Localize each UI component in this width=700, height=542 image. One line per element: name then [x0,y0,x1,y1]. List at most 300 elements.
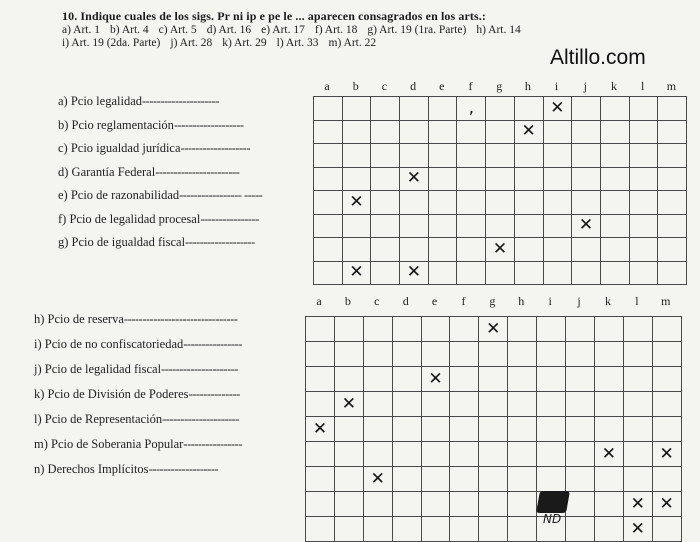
answer-cell[interactable] [306,492,335,517]
answer-cell[interactable] [629,167,658,191]
principle-label [34,387,240,402]
answer-cell[interactable] [392,442,421,467]
principle-text: k) Pcio de División de Poderes [34,387,189,401]
answer-cell[interactable] [658,120,687,144]
answer-cell[interactable] [652,342,681,367]
principle-label [58,188,262,203]
grid-row [306,342,682,367]
grid-row [306,492,682,517]
principle-text: e) Pcio de razonabilidad [58,188,180,202]
answer-cell[interactable] [514,97,543,121]
column-letter: g [489,294,496,308]
options-line-2 [62,37,386,49]
answer-cell[interactable] [514,191,543,215]
answer-cell[interactable] [566,467,595,492]
answer-cell[interactable] [421,317,450,342]
answer-cell[interactable] [363,517,392,542]
answer-cell[interactable] [566,367,595,392]
scribble-text: ND [543,512,562,526]
answer-cell[interactable] [306,517,335,542]
answer-cell[interactable] [572,144,601,168]
answer-cell[interactable] [600,144,629,168]
answer-cell[interactable] [371,167,400,191]
answer-cell[interactable] [306,442,335,467]
principle-label [58,118,244,133]
options-line-1 [62,24,531,36]
answer-cell[interactable] [428,167,457,191]
answer-cell[interactable] [600,214,629,238]
answer-cell[interactable] [623,392,652,417]
answer-cell[interactable]: ✕ [652,492,681,517]
answer-cell[interactable]: ✕ [514,120,543,144]
answer-cell[interactable] [457,214,486,238]
answer-cell[interactable] [421,442,450,467]
answer-cell[interactable] [371,120,400,144]
answer-cell[interactable] [371,261,400,285]
column-letter: h [518,294,525,308]
answer-cell[interactable]: ✕ [543,97,572,121]
answer-cell[interactable]: ✕ [421,367,450,392]
answer-cell[interactable] [658,144,687,168]
answer-cell[interactable] [594,367,623,392]
option-item: d) Art. 16 [206,24,252,36]
answer-cell[interactable] [342,120,371,144]
answer-cell[interactable] [314,191,343,215]
answer-cell[interactable] [629,261,658,285]
answer-cell[interactable] [334,342,363,367]
answer-cell[interactable] [572,120,601,144]
answer-cell[interactable]: ✕ [342,191,371,215]
answer-cell[interactable] [486,261,515,285]
answer-cell[interactable] [543,144,572,168]
answer-cell[interactable] [428,120,457,144]
answer-cell[interactable] [600,191,629,215]
principle-text: d) Garantía Federal [58,164,156,179]
answer-cell[interactable]: ✕ [652,442,681,467]
answer-cell[interactable] [363,342,392,367]
answer-cell[interactable] [363,417,392,442]
column-letter: a [316,294,322,308]
column-letter: m [666,79,677,93]
answer-cell[interactable] [400,97,429,121]
answer-cell[interactable] [594,467,623,492]
answer-cell[interactable] [629,214,658,238]
answer-cell[interactable] [658,214,687,238]
answer-cell[interactable] [537,342,566,367]
answer-cell[interactable] [450,392,479,417]
answer-cell[interactable] [572,238,601,262]
answer-cell[interactable] [629,97,658,121]
grid-row [306,367,682,392]
answer-cell[interactable] [334,492,363,517]
answer-cell[interactable] [342,214,371,238]
answer-cell[interactable] [342,97,371,121]
answer-cell[interactable] [508,442,537,467]
answer-cell[interactable] [428,238,457,262]
answer-cell[interactable] [600,261,629,285]
dash-leader: ------------------- [148,462,219,476]
grid-row [306,317,682,342]
answer-cell[interactable] [572,261,601,285]
answer-cell[interactable] [629,120,658,144]
answer-cell[interactable] [428,97,457,121]
answer-cell[interactable] [371,144,400,168]
answer-cell[interactable] [450,442,479,467]
column-letter: f [468,79,473,93]
answer-cell[interactable] [594,417,623,442]
column-letter: i [548,294,552,308]
option-item: a) Art. 1 [62,24,101,36]
answer-cell[interactable]: ✕ [594,442,623,467]
principle-text: j) Pcio de legalidad fiscal [34,362,162,376]
answer-cell[interactable]: ✕ [400,261,429,285]
answer-cell[interactable] [594,392,623,417]
answer-cell[interactable] [428,191,457,215]
answer-cell[interactable] [314,167,343,191]
answer-cell[interactable] [658,191,687,215]
answer-cell[interactable] [334,517,363,542]
column-letter: d [402,294,409,308]
dash-leader: ---------------- [200,211,259,226]
grid-row [306,392,682,417]
principle-label [58,141,250,156]
answer-cell[interactable] [342,238,371,262]
answer-cell[interactable] [392,342,421,367]
answer-cell[interactable] [479,367,508,392]
column-letter: b [352,79,359,93]
answer-cell[interactable] [421,492,450,517]
answer-cell[interactable] [486,167,515,191]
answer-cell[interactable] [450,492,479,517]
grid-row [314,97,687,121]
answer-cell[interactable] [572,191,601,215]
answer-cell[interactable] [421,392,450,417]
option-item: g) Art. 19 (1ra. Parte) [367,24,467,36]
answer-cell[interactable] [623,342,652,367]
answer-cell[interactable] [594,492,623,517]
answer-cell[interactable] [514,238,543,262]
answer-cell[interactable] [652,317,681,342]
answer-cell[interactable] [658,167,687,191]
answer-cell[interactable] [314,238,343,262]
answer-cell[interactable] [334,417,363,442]
dash-leader: -------------- [188,387,240,401]
answer-cell[interactable] [623,442,652,467]
answer-cell[interactable] [314,144,343,168]
answer-cell[interactable] [566,417,595,442]
answer-cell[interactable] [363,367,392,392]
option-item: j) Art. 28 [170,37,213,49]
principle-label [58,165,239,180]
answer-cell[interactable] [537,417,566,442]
answer-cell[interactable]: ✕ [334,392,363,417]
answer-cell[interactable] [457,261,486,285]
answer-cell[interactable] [537,367,566,392]
answer-cell[interactable] [450,317,479,342]
answer-cell[interactable] [594,517,623,542]
answer-cell[interactable] [400,238,429,262]
answer-cell[interactable] [400,144,429,168]
column-letter: f [461,294,466,308]
option-item: f) Art. 18 [314,24,358,36]
answer-cell[interactable] [508,517,537,542]
dash-leader: --------------------- [162,412,240,426]
answer-cell[interactable]: ✕ [479,317,508,342]
principle-label [34,312,237,327]
answer-cell[interactable] [392,417,421,442]
answer-cell[interactable] [371,238,400,262]
question-title: 10. Indique cuales de los sigs. Pr ni ip e pe le ... aparecen consagrados en los arts.: [62,9,486,23]
answer-cell[interactable] [457,144,486,168]
answer-cell[interactable] [421,517,450,542]
grid-row [314,144,687,168]
grid-row [314,214,687,238]
option-item: m) Art. 22 [328,37,377,49]
answer-cell[interactable] [537,442,566,467]
answer-cell[interactable] [306,367,335,392]
grid-row [306,467,682,492]
answer-cell[interactable] [508,342,537,367]
answer-cell[interactable] [400,120,429,144]
answer-cell[interactable] [652,467,681,492]
answer-cell[interactable] [334,317,363,342]
answer-cell[interactable] [543,214,572,238]
answer-cell[interactable] [479,467,508,492]
answer-cell[interactable] [306,392,335,417]
answer-cell[interactable]: ✕ [623,492,652,517]
answer-cell[interactable] [508,367,537,392]
answer-cell[interactable] [543,261,572,285]
answer-cell[interactable] [421,342,450,367]
principle-label [58,94,219,109]
answer-cell[interactable] [623,467,652,492]
dash-leader: ---------------- [183,337,242,351]
dash-leader: --------------------- [161,362,238,376]
column-letter: j [577,294,581,308]
answer-cell[interactable] [652,417,681,442]
dash-leader: ------------------- [180,141,251,155]
principle-text: a) Pcio legalidad [58,94,142,108]
answer-cell[interactable] [572,167,601,191]
answer-cell[interactable] [600,97,629,121]
answer-cell[interactable] [314,120,343,144]
answer-cell[interactable]: ✕ [572,214,601,238]
answer-cell[interactable] [514,167,543,191]
principle-text: c) Pcio igualdad jurídica [58,141,181,155]
answer-cell[interactable] [450,417,479,442]
answer-cell[interactable] [421,467,450,492]
answer-cell[interactable]: ✕ [623,517,652,542]
answer-cell[interactable] [450,342,479,367]
column-letter: j [583,79,587,93]
grid-row [314,120,687,144]
column-letter: l [641,79,645,93]
column-letter: b [344,294,351,308]
answer-cell[interactable] [400,191,429,215]
answer-cell[interactable] [314,97,343,121]
answer-cell[interactable] [537,317,566,342]
answer-cell[interactable]: ✕ [306,417,335,442]
answer-cell[interactable] [306,342,335,367]
answer-cell[interactable]: ✕ [342,261,371,285]
answer-cell[interactable] [306,467,335,492]
answer-cell[interactable] [514,214,543,238]
answer-cell[interactable] [342,144,371,168]
answer-cell[interactable] [623,317,652,342]
answer-cell[interactable] [594,317,623,342]
principle-text: h) Pcio de reserva [34,312,124,326]
dash-leader: ----------------- ----- [179,188,263,202]
answer-cell[interactable] [371,191,400,215]
answer-cell[interactable] [566,342,595,367]
answer-cell[interactable] [508,392,537,417]
answer-cell[interactable] [566,492,595,517]
answer-cell[interactable] [428,214,457,238]
answer-cell[interactable] [658,261,687,285]
answer-cell[interactable]: , [457,97,486,121]
column-letter: e [431,294,438,308]
answer-cell[interactable] [508,492,537,517]
answer-cell[interactable] [479,492,508,517]
answer-cell[interactable] [392,317,421,342]
answer-cell[interactable] [652,367,681,392]
answer-cell[interactable] [652,392,681,417]
answer-cell[interactable]: ✕ [363,467,392,492]
answer-cell[interactable] [371,97,400,121]
answer-cell[interactable] [652,517,681,542]
answer-cell[interactable] [363,392,392,417]
principle-label [34,412,239,427]
column-letter: e [439,79,445,93]
principle-text: b) Pcio reglamentación [58,117,174,132]
answer-cell[interactable] [623,367,652,392]
answer-cell[interactable] [450,467,479,492]
column-letter: l [635,294,639,308]
answer-cell[interactable] [629,238,658,262]
answer-cell[interactable] [421,417,450,442]
answer-cell[interactable] [566,517,595,542]
column-letter: k [611,79,617,93]
answer-cell[interactable] [363,442,392,467]
answer-cell[interactable] [566,392,595,417]
answer-cell[interactable] [363,492,392,517]
answer-cell[interactable] [486,214,515,238]
answer-cell[interactable] [572,97,601,121]
answer-cell[interactable] [342,167,371,191]
column-letter: m [661,294,671,308]
answer-cell[interactable] [514,144,543,168]
answer-cell[interactable] [486,97,515,121]
answer-cell[interactable] [508,467,537,492]
answer-cell[interactable] [392,392,421,417]
answer-cell[interactable] [479,417,508,442]
answer-cell[interactable] [508,417,537,442]
answer-cell[interactable]: ✕ [400,167,429,191]
answer-cell[interactable] [629,144,658,168]
answer-cell[interactable] [543,238,572,262]
option-item: e) Art. 17 [261,24,305,36]
table2-grid [305,316,682,542]
answer-cell[interactable] [314,261,343,285]
answer-cell[interactable] [457,191,486,215]
dash-leader: ---------------- [183,437,242,451]
answer-cell[interactable] [450,517,479,542]
answer-cell[interactable] [392,467,421,492]
answer-cell[interactable] [629,191,658,215]
grid-row [306,417,682,442]
answer-cell[interactable] [457,238,486,262]
grid-row [306,517,682,542]
answer-cell[interactable] [658,97,687,121]
dash-leader: ----------------------- [155,164,240,179]
answer-cell[interactable] [479,442,508,467]
answer-cell[interactable] [566,442,595,467]
answer-cell[interactable] [514,261,543,285]
principle-text: n) Derechos Implícitos [34,462,149,476]
option-item: i) Art. 19 (2da. Parte) [62,37,161,49]
dash-leader: --------------------- [142,94,219,108]
answer-cell[interactable]: ✕ [486,238,515,262]
answer-cell[interactable] [450,367,479,392]
answer-cell[interactable] [594,342,623,367]
answer-cell[interactable] [392,492,421,517]
answer-cell[interactable] [543,167,572,191]
answer-cell[interactable] [306,317,335,342]
answer-cell[interactable] [457,167,486,191]
answer-cell[interactable] [334,367,363,392]
answer-cell[interactable] [537,467,566,492]
answer-cell[interactable] [537,392,566,417]
answer-cell[interactable] [479,517,508,542]
answer-cell[interactable] [428,261,457,285]
answer-cell[interactable] [486,144,515,168]
answer-cell[interactable] [457,120,486,144]
answer-cell[interactable] [658,238,687,262]
answer-cell[interactable] [392,367,421,392]
answer-cell[interactable] [363,317,392,342]
answer-cell[interactable] [334,467,363,492]
answer-cell[interactable] [623,417,652,442]
principle-label [34,362,238,377]
option-item: l) Art. 33 [276,37,319,49]
column-letter: i [554,79,559,93]
answer-cell[interactable] [543,120,572,144]
answer-cell[interactable] [428,144,457,168]
answer-cell[interactable] [486,191,515,215]
column-letter: a [324,79,330,93]
principle-text: m) Pcio de Soberania Popular [34,437,184,451]
answer-cell[interactable] [479,342,508,367]
answer-cell[interactable] [314,214,343,238]
answer-cell[interactable] [600,167,629,191]
principle-text: i) Pcio de no confiscatoriedad [34,337,184,351]
answer-cell[interactable] [334,442,363,467]
grid-row [314,167,687,191]
grid-row [314,191,687,215]
answer-cell[interactable] [479,392,508,417]
answer-cell[interactable] [566,317,595,342]
answer-cell[interactable] [600,120,629,144]
answer-cell[interactable] [543,191,572,215]
answer-cell[interactable] [371,214,400,238]
answer-cell[interactable] [400,214,429,238]
answer-cell[interactable] [486,120,515,144]
column-letter: d [410,79,417,93]
answer-cell[interactable] [508,317,537,342]
answer-cell[interactable] [600,238,629,262]
principle-label [34,437,242,452]
answer-cell[interactable] [392,517,421,542]
